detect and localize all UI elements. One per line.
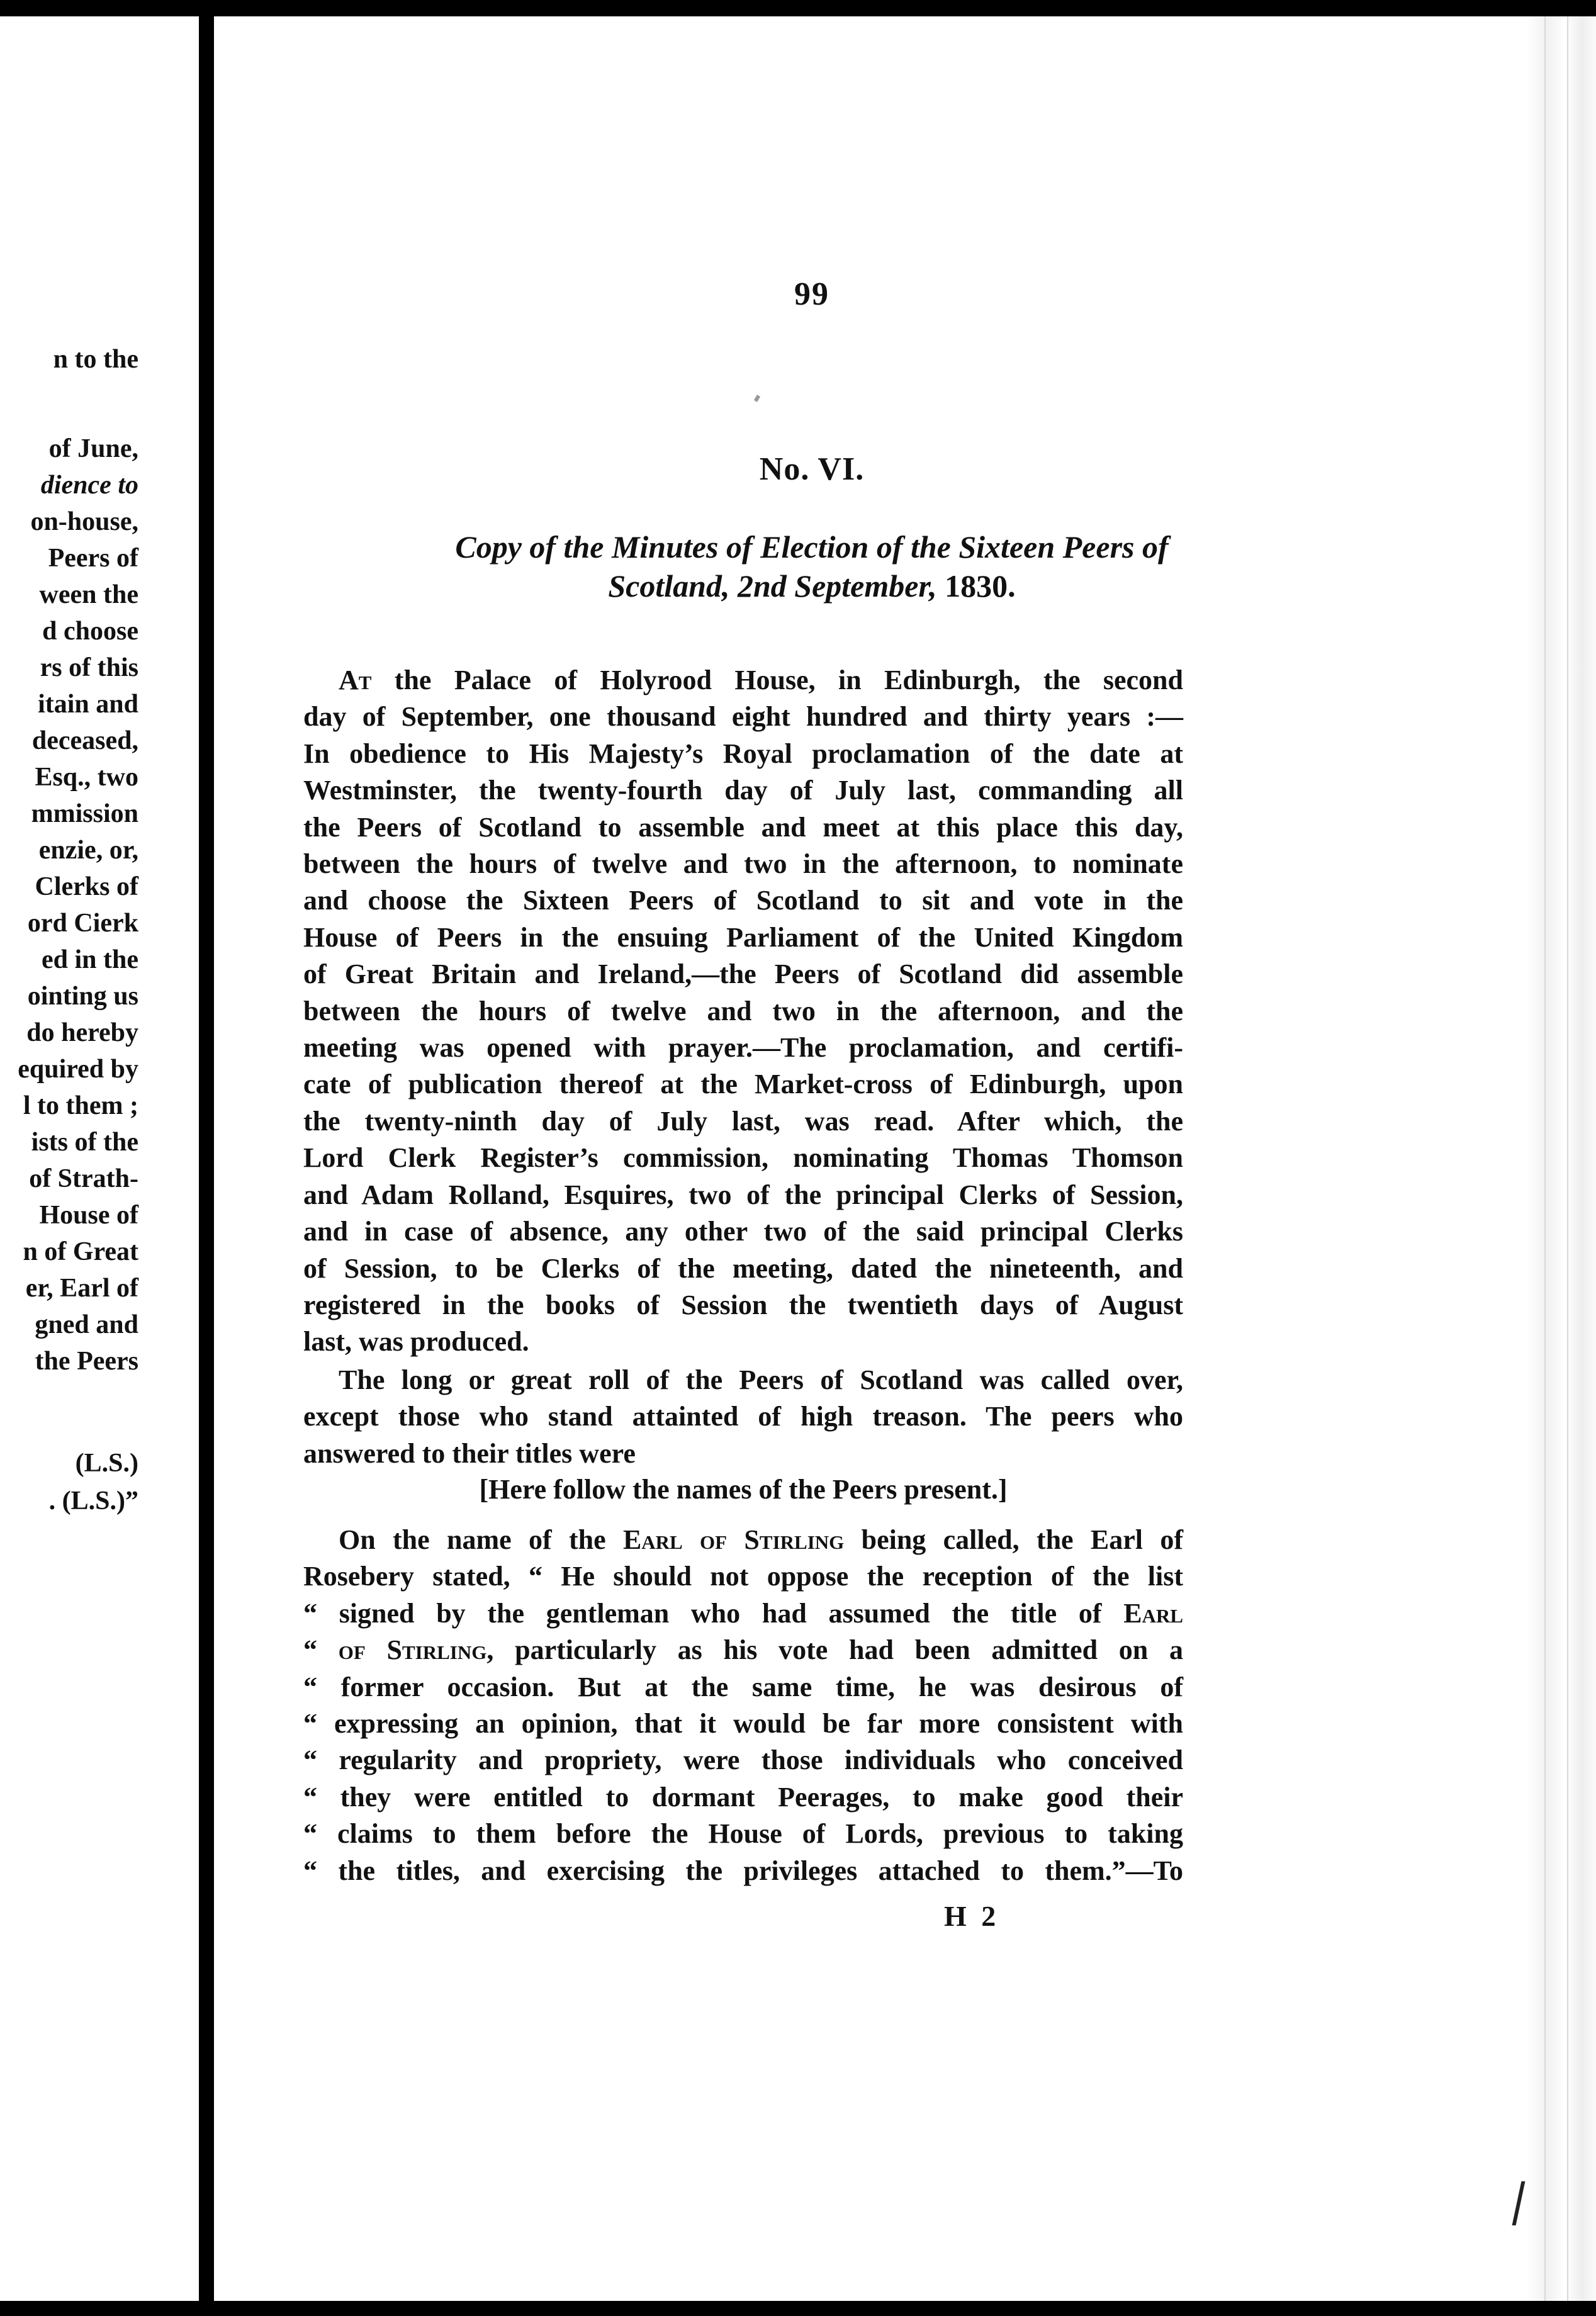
page-number: 99 <box>794 276 829 312</box>
left-page-line: l to them ; <box>23 1091 138 1120</box>
paragraph-1-line: meeting was opened with prayer.—The proclamation, and certifi- <box>303 1032 1183 1064</box>
paragraph-3-line <box>303 1522 1183 1558</box>
left-page-line: equired by <box>18 1055 138 1084</box>
paragraph-3-line: “ former occasion. But at the same time, he was desirous of <box>303 1671 1183 1702</box>
left-page-line: deceased, <box>31 726 138 755</box>
paragraph-2-line: The long or great roll of the Peers of Scotland was called over, <box>339 1364 1183 1395</box>
paragraph-3-line: “ the titles, and exercising the privileges attached to them.”—To <box>303 1855 1183 1886</box>
small-caps-run: Earl of Stirling <box>622 1524 845 1555</box>
left-page-line: Esq., two <box>35 763 138 792</box>
text-run: “ signed by the gentleman who had assumed the title of <box>303 1597 1124 1629</box>
page-gutter <box>199 0 214 2316</box>
text-run: “ <box>303 1634 339 1666</box>
paragraph-1-line: day of September, one thousand eight hundred and thirty years :— <box>303 701 1183 733</box>
heading-line-2 <box>296 566 1328 605</box>
paragraph-1-line: and in case of absence, any other two of the said principal Clerks <box>303 1216 1183 1247</box>
right-page <box>214 16 1596 2301</box>
paragraph-1-line: Westminster, the twenty-fourth day of July last, commanding all <box>303 775 1183 806</box>
left-page-line: d choose <box>42 617 138 646</box>
paragraph-1-line: and choose the Sixteen Peers of Scotland to sit and vote in the <box>303 885 1183 916</box>
left-page-fragment <box>0 16 199 2301</box>
left-page-line: enzie, or, <box>38 836 138 865</box>
small-caps-lead: At <box>339 665 372 695</box>
section-number: No. VI. <box>759 451 865 487</box>
paragraph-1-line: House of Peers in the ensuing Parliament of the United Kingdom <box>303 921 1183 953</box>
paragraph-1-line: between the hours of twelve and two in the afternoon, to nominate <box>303 848 1183 880</box>
left-page-line: of June, <box>48 434 138 463</box>
paragraph-1-line: last, was produced. <box>303 1326 529 1358</box>
left-page-line: n of Great <box>23 1237 138 1266</box>
left-page-line: ween the <box>39 580 138 609</box>
text-run: being called, the Earl of <box>844 1524 1183 1555</box>
paragraph-1-line: registered in the books of Session the twentieth days of August <box>303 1289 1183 1320</box>
left-page-line: . (L.S.)” <box>48 1487 138 1515</box>
left-page-line: (L.S.) <box>75 1449 138 1478</box>
left-page-line: mmission <box>31 799 138 828</box>
paragraph-1-line: cate of publication thereof at the Market-cross of Edinburgh, upon <box>303 1069 1183 1100</box>
ink-speck <box>754 395 760 402</box>
left-page-line: rs of this <box>40 653 138 682</box>
paragraph-3-line: “ claims to them before the House of Lords, previous to taking <box>303 1818 1183 1850</box>
left-page-line: do hereby <box>26 1018 138 1047</box>
left-page-line: er, Earl of <box>25 1274 138 1303</box>
left-page-line: ed in the <box>41 945 138 974</box>
left-page-line: itain and <box>38 690 138 719</box>
paragraph-1-line <box>303 662 1183 699</box>
text-run: On the name of the <box>339 1524 623 1555</box>
paragraph-1-line: and Adam Rolland, Esquires, two of the principal Clerks of Session, <box>303 1179 1183 1210</box>
page-edge-shading <box>1527 16 1596 2301</box>
left-page-line: Clerks of <box>35 872 138 901</box>
paragraph-1-line: the twenty-ninth day of July last, was read. After which, the <box>303 1105 1183 1137</box>
heading-line-2-text: Scotland, 2nd September, <box>608 568 937 604</box>
paragraph-1-first-line-text: the Palace of Holyrood House, in Edinburgh, the second <box>371 665 1183 695</box>
signature-mark: H 2 <box>944 1900 1000 1932</box>
paragraph-3-line: Rosebery stated, “ He should not oppose the reception of the list <box>303 1561 1183 1592</box>
paragraph-3 <box>303 1522 1183 1889</box>
paragraph-3-line <box>303 1595 1183 1632</box>
paragraph-1-line: of Great Britain and Ireland,—the Peers of Scotland did assemble <box>303 958 1183 990</box>
paragraph-1-line: of Session, to be Clerks of the meeting, dated the nineteenth, and <box>303 1252 1183 1284</box>
bracket-note: [Here follow the names of the Peers present.] <box>479 1474 1008 1505</box>
paragraph-3-line: “ regularity and propriety, were those individuals who conceived <box>303 1745 1183 1776</box>
left-page-line: ointing us <box>27 982 138 1011</box>
left-page-line: on-house, <box>30 507 138 536</box>
paragraph-3-line <box>303 1632 1183 1668</box>
paragraph-1-line: Lord Clerk Register’s commission, nominating Thomas Thomson <box>303 1142 1183 1174</box>
paragraph-2 <box>303 1362 1183 1472</box>
paragraph-1-line: the Peers of Scotland to assemble and meet at this place this day, <box>303 811 1183 843</box>
left-page-line: the Peers <box>35 1347 138 1376</box>
left-page-line: ists of the <box>31 1128 138 1157</box>
heading-line-1: Copy of the Minutes of Election of the Sixteen Peers of <box>455 529 1169 565</box>
paragraph-3-line: “ they were entitled to dormant Peerages, to make good their <box>303 1781 1183 1813</box>
left-page-line: House of <box>39 1201 138 1230</box>
paragraph-1-line: between the hours of twelve and two in the afternoon, and the <box>303 995 1183 1026</box>
small-caps-run: of Stirling <box>338 1634 487 1666</box>
paragraph-3-line: “ expressing an opinion, that it would be far more consistent with <box>303 1708 1183 1740</box>
heading-year: 1830. <box>945 568 1016 604</box>
document-heading <box>296 527 1328 605</box>
left-page-line: n to the <box>53 345 138 374</box>
small-caps-run: Earl <box>1123 1597 1183 1629</box>
left-page-line: Peers of <box>48 544 138 573</box>
text-run: , particularly as his vote had been admitted on a <box>486 1634 1183 1666</box>
left-page-line: gned and <box>35 1310 138 1339</box>
edge-mark <box>1512 2181 1526 2225</box>
left-page-line: ord Cierk <box>27 909 138 938</box>
paragraph-1 <box>303 662 1183 1361</box>
paragraph-2-line: except those who stand attainted of high treason. The peers who <box>303 1401 1183 1432</box>
paragraph-1-line: In obedience to His Majesty’s Royal proclamation of the date at <box>303 738 1183 769</box>
left-page-line: dience to <box>40 471 138 500</box>
left-page-line: of Strath- <box>29 1164 138 1193</box>
paragraph-2-line: answered to their titles were <box>303 1437 636 1469</box>
